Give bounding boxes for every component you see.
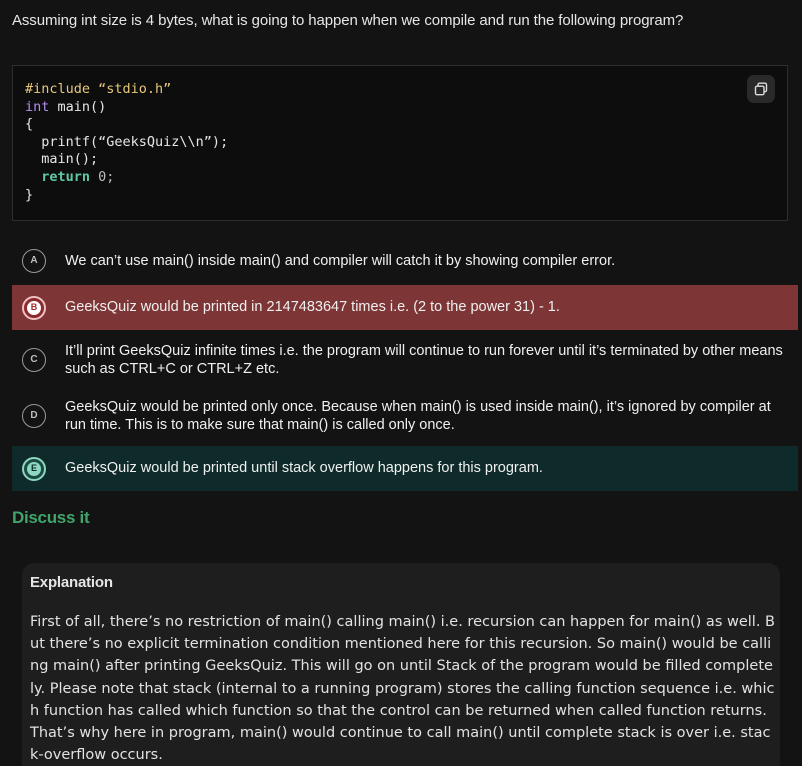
code-indent [25, 169, 41, 185]
explanation-title: Explanation [30, 574, 113, 591]
copy-icon [754, 82, 768, 96]
option-a-text: We can’t use main() inside main() and compiler will catch it by showing compiler error. [65, 252, 616, 269]
copy-code-button[interactable] [747, 75, 775, 103]
option-e-correct[interactable] [12, 446, 798, 491]
code-line-7: } [25, 186, 34, 203]
code-return-value: 0; [90, 168, 115, 185]
option-c[interactable] [12, 340, 798, 380]
code-main-decl: main() [49, 98, 107, 115]
option-b-text: GeeksQuiz would be printed in 2147483647 times i.e. (2 to the power 31) - 1. [65, 299, 560, 316]
code-line-4: printf(“GeeksQuiz\\n”); [25, 133, 229, 150]
option-d-text: GeeksQuiz would be printed only once. Because when main() is used inside main(), it’s ignored by compiler at run time. This is to make sure that main() is called only once. [65, 398, 771, 433]
option-a[interactable] [12, 245, 798, 277]
option-e-letter: E [27, 462, 41, 476]
option-d-badge: D [22, 404, 46, 428]
code-keyword-return: return [41, 168, 91, 185]
option-e-badge [22, 457, 46, 481]
question-text: Assuming int size is 4 bytes, what is going to happen when we compile and run the following program? [12, 12, 684, 29]
option-d[interactable] [12, 396, 798, 436]
code-block [12, 65, 788, 221]
option-b-badge [22, 296, 46, 320]
explanation-text: First of all, there’s no restriction of main() calling main() i.e. recursion can happen for main() as well. But there’s no explicit termination condition mentioned here for this recursion. So main() would be calling main() after printing GeeksQuiz. This will go on until Stack of the program would be filled completely. Please note that stack (internal to a running program) stores the calling function sequence i.e. which function has called which function so that the control can be returned when called function returns. That’s why here in program, main() would continue to call main() until complete stack is over i.e. stack-overflow occurs. [30, 614, 775, 764]
code-line-1: #include “stdio.h” [25, 81, 172, 97]
option-b-wrong[interactable] [12, 285, 798, 330]
option-b-letter: B [27, 301, 41, 315]
option-c-text: It’ll print GeeksQuiz infinite times i.e. the program will continue to run forever until it’s terminated by other means such as CTRL+C or CTRL+Z etc. [65, 342, 783, 377]
code-content [25, 81, 228, 204]
code-line-6 [25, 169, 228, 187]
code-line-2 [25, 99, 228, 117]
option-e-text: GeeksQuiz would be printed until stack overflow happens for this program. [65, 460, 543, 477]
code-line-5: main(); [25, 151, 99, 168]
explanation-panel [22, 563, 780, 766]
option-a-badge: A [22, 249, 46, 273]
code-line-3: { [25, 116, 34, 133]
option-c-badge: C [22, 348, 46, 372]
code-keyword-int: int [25, 98, 50, 115]
discuss-link[interactable]: Discuss it [12, 508, 90, 527]
